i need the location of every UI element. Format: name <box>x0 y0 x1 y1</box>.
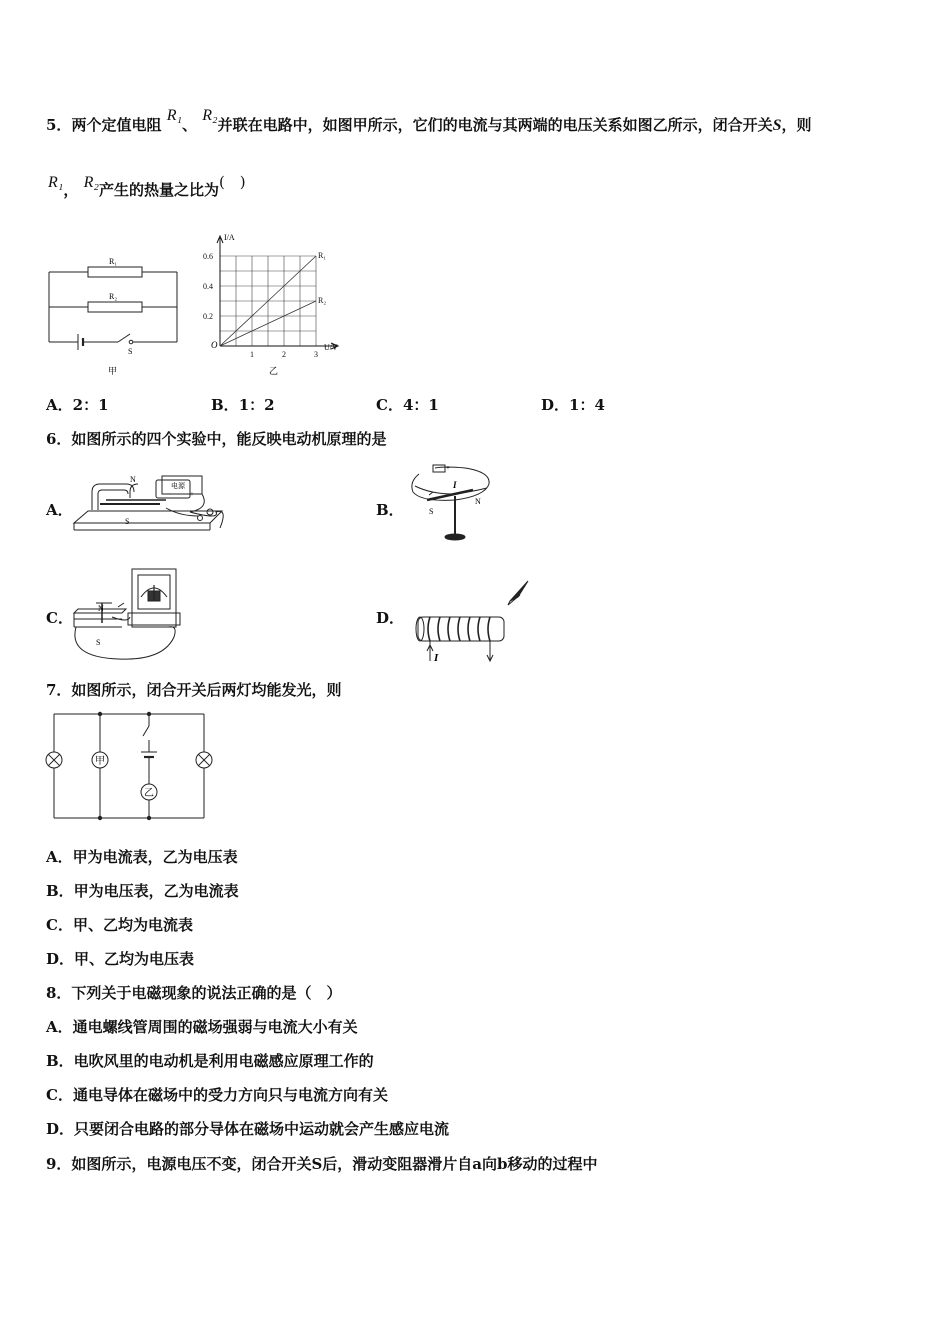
q5-option-c[interactable]: C．4：1 <box>376 396 439 414</box>
q6d-solenoid <box>418 617 504 641</box>
q6-option-b-letter[interactable]: B． <box>376 501 404 519</box>
q5-series-label-2: R₂ <box>318 296 327 305</box>
q5-text-b: 并联在电路中，如图甲所示，它们的电流与其两端的电压关系如图乙所示，闭合开关 <box>217 116 773 134</box>
q6a-plus: + <box>190 490 194 498</box>
q5-series-label-1: R₁ <box>318 251 327 260</box>
q5-option-a[interactable]: A．2：1 <box>46 396 109 414</box>
q6a-minus: − <box>167 490 171 498</box>
q5-figure-yi <box>196 228 356 380</box>
q7-option-d[interactable]: D．甲、乙均为电压表 <box>46 950 195 968</box>
q5-bracket: ( ) <box>218 173 246 191</box>
q6c-s: S <box>96 638 101 647</box>
q5-jia-caption: 甲 <box>108 366 118 376</box>
q7-option-c[interactable]: C．甲、乙均为电流表 <box>46 916 193 934</box>
q6-option-d-letter[interactable]: D． <box>376 609 405 627</box>
q6b-stand-base <box>445 534 465 540</box>
q8-stem: 8．下列关于电磁现象的说法正确的是（ ） <box>46 984 342 1002</box>
q6b-battery <box>433 465 445 472</box>
q6a-power: 电源 <box>171 482 185 490</box>
q5-ytick-label: 0.2 <box>203 312 213 321</box>
q5-iu-chart <box>196 228 356 380</box>
q6-option-b-figure[interactable] <box>405 460 500 545</box>
q5-switch: S <box>772 117 782 134</box>
q6b-s: S <box>429 507 434 516</box>
q5-origin: O <box>211 340 218 350</box>
q5-xtick-label: 1 <box>250 350 254 359</box>
q6-option-d-figure[interactable] <box>410 575 535 670</box>
q5-line2-text: 产生的热量之比为 <box>98 181 219 199</box>
q5-r1: R₁ <box>166 107 183 124</box>
q6d-compass-needle <box>510 581 528 601</box>
q6a-n: N <box>130 475 136 484</box>
q6-stem: 6．如图所示的四个实验中，能反映电动机原理的是 <box>46 430 387 448</box>
q5-resistor-r2 <box>88 302 142 312</box>
q7-option-a[interactable]: A．甲为电流表，乙为电压表 <box>46 848 238 866</box>
q5-jia-r2-label: R₂ <box>109 292 118 301</box>
q7-jia-label: 甲 <box>95 756 105 767</box>
q6b-n: N <box>475 497 481 506</box>
q5-text-c: ，则 <box>781 116 812 134</box>
q5-line2-comma: ， <box>63 181 79 199</box>
q5-stem-line2 <box>48 173 246 201</box>
q5-yi-caption: 乙 <box>269 366 279 376</box>
q5-xlabel: U/V <box>324 343 338 352</box>
q6b-plus: + <box>446 464 450 472</box>
q6-option-c-letter[interactable]: C． <box>46 609 73 627</box>
q5-resistor-r1 <box>88 267 142 277</box>
q6c-n: N <box>98 604 104 613</box>
q5-jia-r1-label: R₁ <box>109 257 118 266</box>
q5-switch-blade <box>118 334 130 342</box>
q5-ylabel: I/A <box>224 233 235 242</box>
q5-xtick-label: 2 <box>282 350 286 359</box>
q5-option-d[interactable]: D．1：4 <box>541 396 605 414</box>
q8-option-c[interactable]: C．通电导体在磁场中的受力方向只与电流方向有关 <box>46 1086 388 1104</box>
q5-text-a: 两个定值电阻 <box>71 116 162 134</box>
q8-option-a[interactable]: A．通电螺线管周围的磁场强弱与电流大小有关 <box>46 1018 358 1036</box>
q6-option-a-figure[interactable] <box>70 468 230 543</box>
q6a-s: S <box>125 517 130 526</box>
q8-option-b[interactable]: B．电吹风里的电动机是利用电磁感应原理工作的 <box>46 1052 374 1070</box>
q5-ytick-label: 0.6 <box>203 252 213 261</box>
q7-switch-blade <box>143 726 149 736</box>
q5-stem-line1 <box>46 107 812 136</box>
q5-xtick-label: 3 <box>314 350 318 359</box>
q7-stem: 7．如图所示，闭合开关后两灯均能发光，则 <box>46 681 342 699</box>
q7-option-b[interactable]: B．甲为电压表，乙为电流表 <box>46 882 239 900</box>
q7-figure <box>40 706 220 824</box>
q6b-i: I <box>453 480 457 490</box>
q5-figure-jia <box>44 250 189 380</box>
q6a-base-board <box>74 511 222 523</box>
q5-jia-switch-label: S <box>128 347 133 356</box>
q5-sep: 、 <box>182 116 198 134</box>
q5-line2-r2: R₂ <box>83 174 99 191</box>
q8-option-d[interactable]: D．只要闭合电路的部分导体在磁场中运动就会产生感应电流 <box>46 1120 450 1138</box>
q6d-i: I <box>434 652 439 664</box>
q6-option-a-letter[interactable]: A． <box>46 501 73 519</box>
q6c-wire <box>75 627 175 659</box>
q9-stem: 9．如图所示，电源电压不变，闭合开关S后，滑动变阻器滑片自a向b移动的过程中 <box>46 1155 598 1173</box>
q6-option-c-figure[interactable] <box>68 567 183 662</box>
q5-r2: R₂ <box>202 107 218 124</box>
q5-ytick-label: 0.4 <box>203 282 213 291</box>
q5-line2-r1: R₁ <box>48 174 64 191</box>
q5-option-b[interactable]: B．1：2 <box>211 396 275 414</box>
q7-yi-label: 乙 <box>144 788 154 799</box>
q5-number: 5． <box>46 116 72 134</box>
